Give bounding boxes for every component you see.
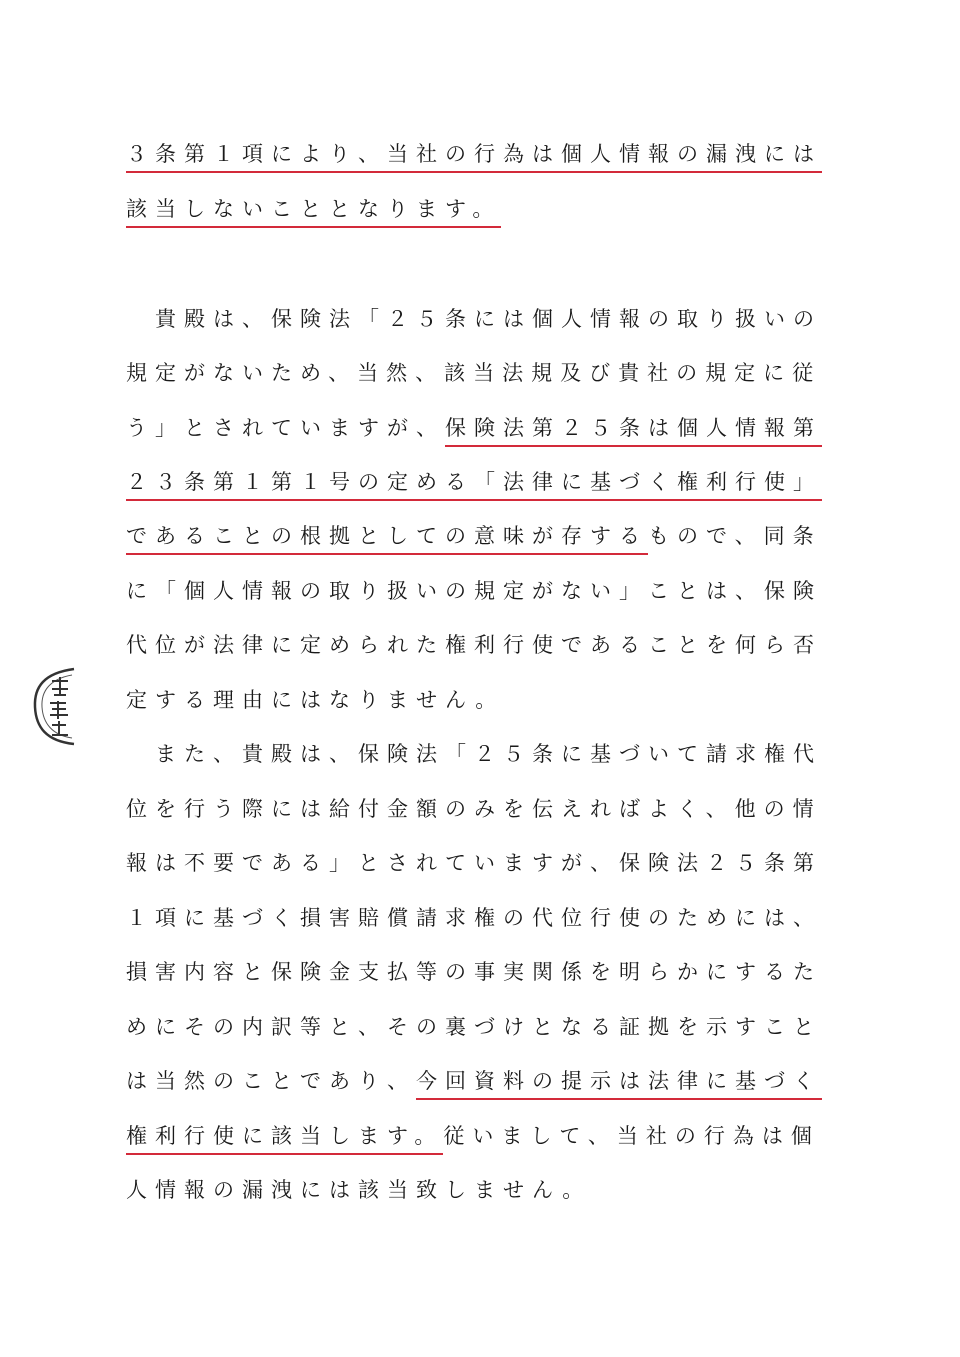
text-segment: は当然のことであり、 xyxy=(126,1069,416,1093)
underlined-text-segment: であることの根拠としての意味が存する xyxy=(126,524,648,555)
text-segment: また、貴殿は、保険法「２５条に基づいて請求権代 xyxy=(126,742,822,766)
text-line xyxy=(126,414,822,442)
text-segment: めにその内訳等と、その裏づけとなる証拠を示すこと xyxy=(126,1015,822,1039)
text-segment: １項に基づく損害賠償請求権の代位行使のためには、 xyxy=(126,906,822,930)
underlined-text-segment: 該当しないこととなります。 xyxy=(126,197,501,228)
text-segment: 報は不要である」とされていますが、保険法２５条第 xyxy=(126,851,822,875)
text-segment: 損害内容と保険金支払等の事実関係を明らかにするた xyxy=(126,960,822,984)
text-segment: 貴殿は、保険法「２５条には個人情報の取り扱いの xyxy=(126,307,822,331)
text-line xyxy=(126,1176,591,1204)
underlined-text-segment: 今回資料の提示は法律に基づく xyxy=(416,1069,822,1100)
text-line xyxy=(126,522,822,550)
text-line xyxy=(126,305,822,333)
text-segment: 定する理由にはなりません。 xyxy=(126,688,505,712)
text-segment: う」とされていますが、 xyxy=(126,416,445,440)
underlined-text-segment: ３条第１項により、当社の行為は個人情報の漏洩には xyxy=(126,142,822,173)
text-line xyxy=(126,195,501,223)
text-segment: 位を行う際には給付金額のみを伝えればよく、他の情 xyxy=(126,797,822,821)
text-line xyxy=(126,795,822,823)
text-line xyxy=(126,686,504,714)
text-line xyxy=(126,904,822,932)
text-line xyxy=(126,468,822,496)
text-segment: 従いまして、当社の行為は個 xyxy=(443,1124,820,1148)
text-line xyxy=(126,740,822,768)
text-line xyxy=(126,958,822,986)
text-line xyxy=(126,1122,820,1150)
text-line xyxy=(126,631,822,659)
text-segment: もので、同条 xyxy=(648,524,822,548)
underlined-text-segment: 権利行使に該当します。 xyxy=(126,1124,443,1155)
text-segment: 人情報の漏洩には該当致しません。 xyxy=(126,1178,592,1202)
text-line xyxy=(126,140,822,168)
text-line xyxy=(126,577,822,605)
text-line xyxy=(126,849,822,877)
text-line xyxy=(126,1013,822,1041)
text-line xyxy=(126,1067,822,1095)
text-line xyxy=(126,359,821,387)
text-segment: 規定がないため、当然、該当法規及び貴社の規定に従 xyxy=(126,361,822,385)
text-segment: に「個人情報の取り扱いの規定がない」ことは、保険 xyxy=(126,579,822,603)
text-segment: 代位が法律に定められた権利行使であることを何ら否 xyxy=(126,633,822,657)
underlined-text-segment: ２３条第１第１号の定める「法律に基づく権利行使」 xyxy=(126,470,822,501)
lawyer-seal-stamp xyxy=(30,665,78,747)
underlined-text-segment: 保険法第２５条は個人情報第 xyxy=(445,416,822,447)
